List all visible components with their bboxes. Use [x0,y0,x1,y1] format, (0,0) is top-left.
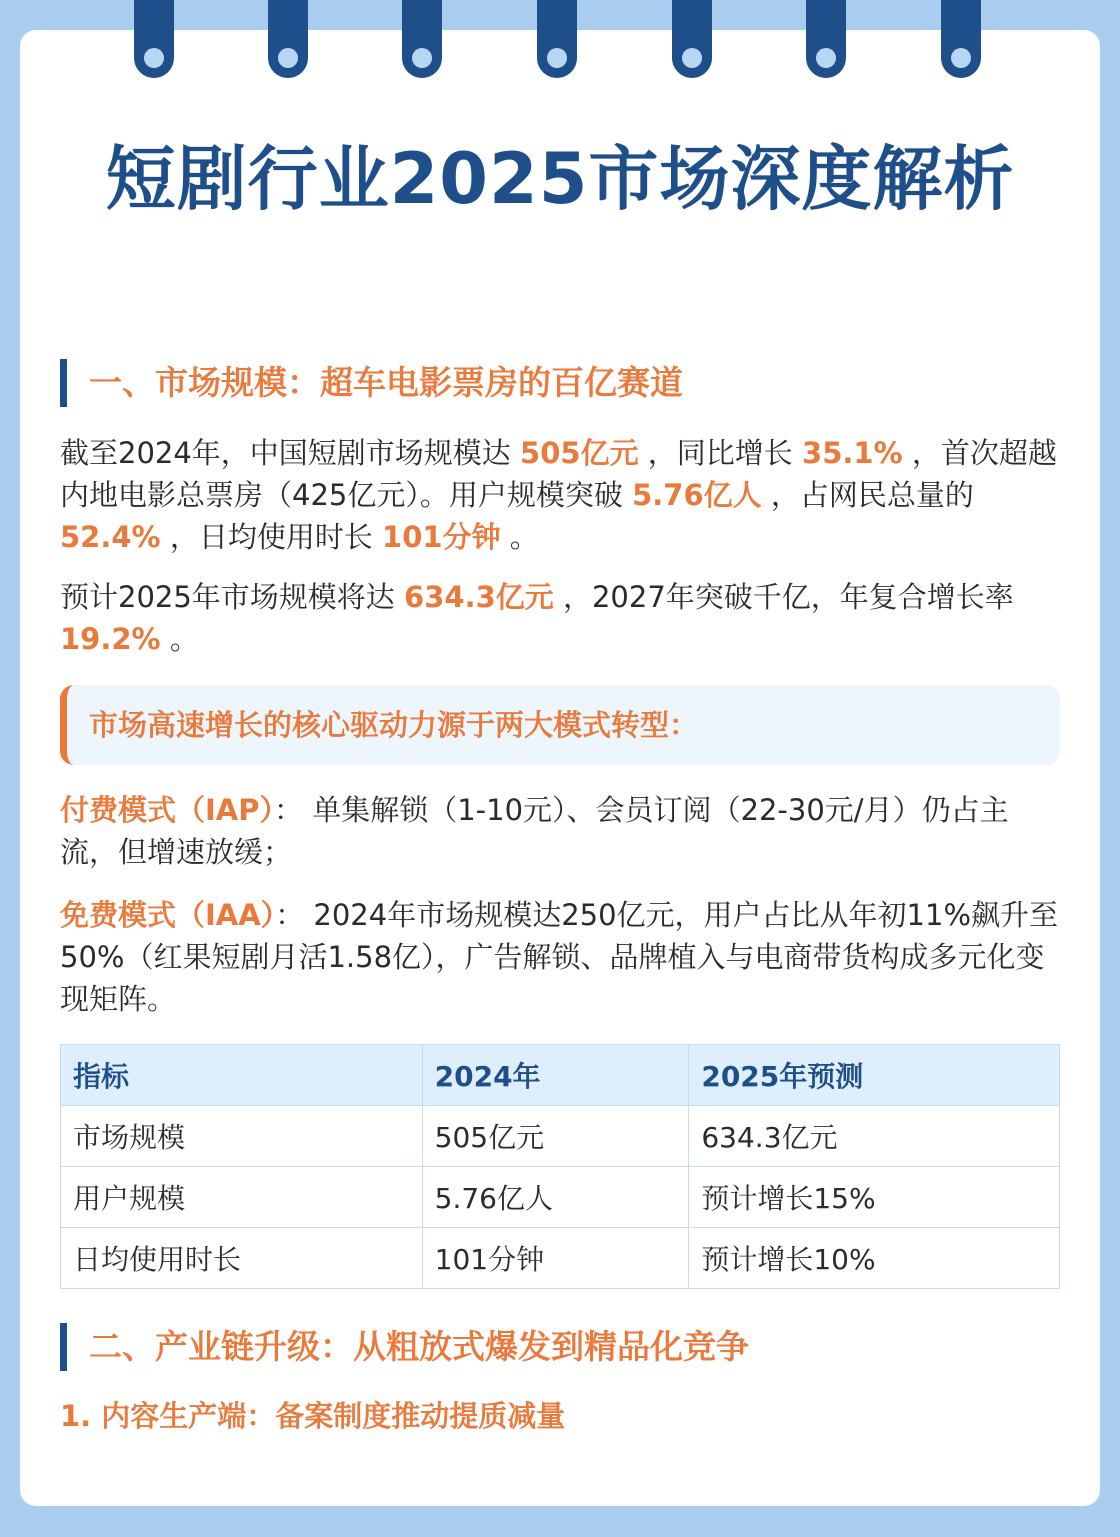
binder-ring [402,0,442,78]
binder-ring [268,0,308,78]
binder-ring [537,0,577,78]
table-cell: 5.76亿人 [422,1167,689,1228]
table-row [61,1228,1060,1289]
iaa-label: 免费模式（IAA） [60,898,276,932]
binder-rings [0,0,1120,80]
paragraph-iap-model: 付费模式（IAP）： 单集解锁（1-10元）、会员订阅（22-30元/月）仍占主流，但增速放缓； [60,793,1009,869]
paragraph-market-overview: 截至2024年，中国短剧市场规模达 505亿元 ，同比增长 35.1% ，首次超越内地电影总票房（425亿元）。用户规模突破 5.76亿人 ，占网民总量的 52.4% ，日均使用时长 101分钟 。 [60,436,1057,554]
paragraph-market-forecast: 预计2025年市场规模将达 634.3亿元 ，2027年突破千亿，年复合增长率 19.2% 。 [60,580,1014,656]
binder-ring [672,0,712,78]
metrics-table [60,1044,1060,1289]
page-title: 短剧行业2025市场深度解析 [105,138,1015,220]
callout-drivers: 市场高速增长的核心驱动力源于两大模式转型： [60,685,1060,765]
table-header-cell: 2025年预测 [689,1045,1060,1106]
binder-ring [806,0,846,78]
table-cell: 预计增长15% [689,1167,1060,1228]
table-cell: 预计增长10% [689,1228,1060,1289]
table-header-cell: 指标 [61,1045,423,1106]
table-cell: 634.3亿元 [689,1106,1060,1167]
section-heading-industry-chain: 二、产业链升级：从粗放式爆发到精品化竞争 [60,1323,1060,1371]
table-row [61,1167,1060,1228]
table-cell: 市场规模 [61,1106,423,1167]
table-header-row [61,1045,1060,1106]
table-cell: 用户规模 [61,1167,423,1228]
iap-label: 付费模式（IAP） [60,793,274,827]
binder-ring [941,0,981,78]
paragraph-iaa-model: 免费模式（IAA）： 2024年市场规模达250亿元，用户占比从年初11%飙升至50%（红果短剧月活1.58亿），广告解锁、品牌植入与电商带货构成多元化变现矩阵。 [60,898,1059,1016]
section-heading-market-size: 一、市场规模：超车电影票房的百亿赛道 [60,359,1060,407]
table-cell: 505亿元 [422,1106,689,1167]
table-cell: 日均使用时长 [61,1228,423,1289]
table-row [61,1106,1060,1167]
table-header-cell: 2024年 [422,1045,689,1106]
subheading-content-production: 1. 内容生产端：备案制度推动提质减量 [60,1399,566,1433]
binder-ring [134,0,174,78]
table-cell: 101分钟 [422,1228,689,1289]
